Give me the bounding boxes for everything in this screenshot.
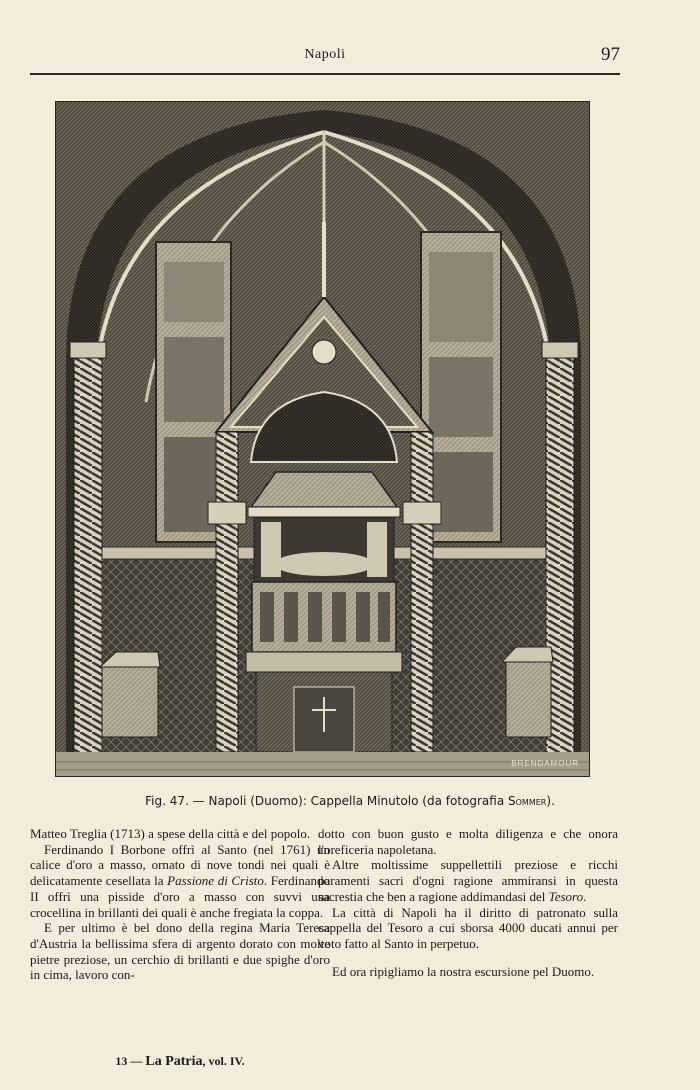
running-header — [30, 44, 620, 70]
header-rule — [30, 73, 620, 75]
caption-photographer: Sommer — [508, 794, 547, 808]
page-number: 97 — [601, 44, 620, 65]
paragraph: Ed ora ripigliamo la nostra escursione pel Duomo. — [332, 963, 595, 979]
paragraph: dotto con buon gusto e molta diligenza e che onora l'oreficeria napoletana. — [318, 826, 618, 857]
paragraph: E per ultimo è bel dono della regina Maria Teresa d'Austria la bellissima sfera di argento dorato con molte pietre preziose, un cerchio di brillanti e due spighe d'oro in cima, lavoro con- — [30, 920, 330, 983]
caption-end: ). — [546, 794, 555, 808]
paragraph: La città di Napoli ha il diritto di patronato sulla cappella del Tesoro a cui sborsa 4000 ducati annui per voto fatto al Santo in perpetuo. — [318, 904, 618, 951]
caption-text: Fig. 47. — Napoli (Duomo): Cappella Minutolo (da fotografia — [145, 794, 509, 808]
engraving-figure — [55, 101, 590, 777]
engraver-signature: BRENDAMOUR — [511, 759, 579, 768]
figure-caption — [0, 794, 700, 808]
page-footer: 13 — La Patria, vol. IV. — [115, 1054, 245, 1069]
paragraph: Matteo Treglia (1713) a spese della città e del popolo. — [30, 826, 311, 841]
volume-label: , vol. IV. — [202, 1054, 245, 1068]
italic-title: Passione di Cristo — [167, 873, 264, 889]
paragraph: Ferdinando I Borbone offrì al Santo (nel 1761) un calice d'oro a masso, ornato di nove tondi nei quali è delicatamente cesellata la Passione di Cristo. Ferdinando II offrì una pisside d'oro a masso con suvvi una crocellina in brillanti dei quali è anche fregiata la coppa. — [30, 841, 330, 920]
text-column-right — [318, 826, 618, 979]
paragraph: Altre moltissime suppellettili preziose e ricchi paramenti sacri d'ogni ragione ammiransi in questa sacrestia che ben a ragione addimandasi del Tesoro. — [318, 857, 618, 904]
publication-title: La Patria — [145, 1054, 203, 1069]
signature-mark: 13 — [115, 1054, 128, 1068]
chapel-engraving — [56, 102, 590, 777]
running-title: Napoli — [304, 47, 346, 62]
italic-title: Tesoro — [548, 888, 584, 904]
text-column-left — [30, 826, 330, 983]
